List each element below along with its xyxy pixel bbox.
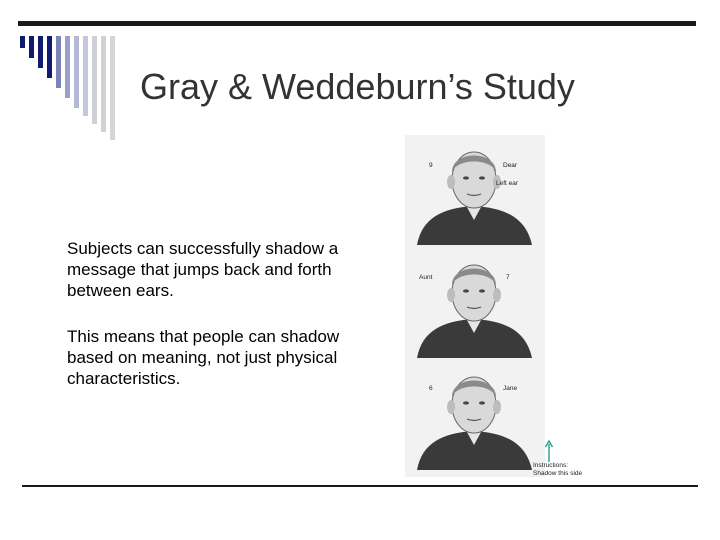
- listener-head-illustration: [417, 253, 532, 358]
- listener-head-illustration: [417, 365, 532, 470]
- instructions-line: Instructions:: [533, 462, 569, 469]
- stripe: [65, 36, 70, 98]
- listener-head-illustration: [417, 140, 532, 245]
- stripe: [101, 36, 106, 132]
- right-ear-word: Dear: [503, 162, 518, 169]
- shadow-instructions: [533, 462, 582, 478]
- stripe: [110, 36, 115, 140]
- dichotic-listening-figure: [405, 135, 545, 477]
- stripe: [56, 36, 61, 88]
- paragraph-shadowing: Subjects can successfully shadow a message that jumps back and forth between ears.: [67, 239, 339, 300]
- right-ear-word: Jane: [503, 385, 518, 392]
- left-ear-word: 6: [429, 385, 433, 392]
- stripe: [38, 36, 43, 68]
- bottom-rule: [22, 485, 698, 487]
- top-rule: [18, 21, 696, 26]
- stripe: [74, 36, 79, 108]
- instructions-line: Shadow this side: [533, 470, 583, 477]
- up-arrow-icon: [544, 440, 554, 462]
- left-ear-word: 9: [429, 162, 433, 169]
- stripe: [92, 36, 97, 124]
- left-ear-word: Aunt: [419, 274, 433, 281]
- right-ear-word: 7: [506, 274, 510, 281]
- slide-title: Gray & Weddeburn’s Study: [140, 66, 575, 107]
- stripe: [20, 36, 25, 48]
- stripe: [29, 36, 34, 58]
- stripe: [83, 36, 88, 116]
- paragraph-meaning: This means that people can shadow based on meaning, not just physical characteristics.: [67, 327, 340, 388]
- stripe: [47, 36, 52, 78]
- ear-label: Left ear: [496, 180, 519, 187]
